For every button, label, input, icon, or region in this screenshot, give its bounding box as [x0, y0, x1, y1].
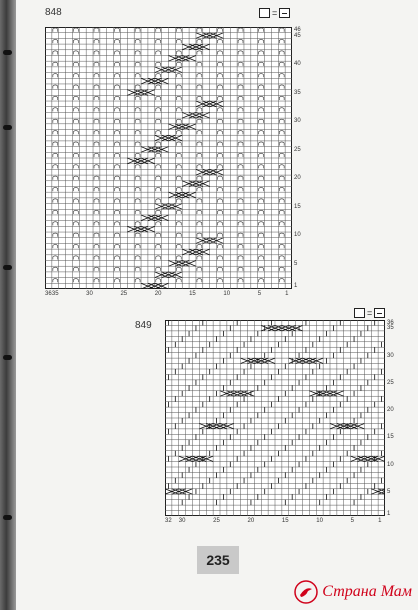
row-number: 5 [294, 260, 298, 267]
row-number: 30 [387, 352, 394, 359]
column-number: 5 [257, 291, 262, 297]
column-number: 15 [189, 291, 196, 297]
row-number: 10 [387, 461, 394, 468]
column-number: 20 [247, 518, 255, 524]
row-number: 46 [294, 27, 301, 33]
row-number: 30 [294, 118, 301, 125]
stork-logo-icon [294, 580, 318, 604]
chart-848-label: 848 [45, 7, 62, 18]
row-number: 10 [294, 232, 301, 239]
empty-square-icon [354, 308, 365, 318]
column-number: 20 [154, 291, 162, 297]
column-number: 15 [281, 518, 289, 524]
row-number: 25 [294, 146, 301, 153]
page-binding [0, 0, 16, 610]
chart-848-row-numbers [294, 27, 308, 289]
binding-hole [3, 50, 12, 55]
row-number: 35 [387, 325, 394, 332]
dash-square-icon [374, 308, 385, 318]
site-watermark [294, 580, 412, 604]
column-number: 30 [178, 518, 186, 524]
row-number: 35 [294, 89, 301, 96]
dash-square-icon [279, 8, 290, 18]
chart-848-grid [45, 27, 292, 289]
page-number: 235 [197, 546, 239, 574]
row-number: 25 [387, 379, 394, 386]
column-number: 10 [223, 291, 231, 297]
row-number: 20 [294, 175, 301, 182]
column-number: 5 [350, 518, 354, 524]
column-number: 36 [45, 291, 52, 297]
chart-849-key: = [354, 308, 385, 318]
column-number: 1 [285, 291, 289, 297]
binding-hole [3, 515, 12, 520]
chart-849-column-numbers [165, 518, 385, 526]
column-number: 25 [213, 518, 220, 524]
row-number: 1 [294, 283, 298, 290]
row-number: 45 [294, 32, 301, 39]
column-number: 30 [86, 291, 93, 297]
column-number: 1 [378, 518, 382, 524]
chart-849-grid [165, 320, 385, 516]
watermark-text: Страна Мам [322, 583, 412, 600]
row-number: 40 [294, 61, 301, 68]
row-number: 36 [387, 320, 394, 326]
column-number: 25 [120, 291, 128, 297]
binding-hole [3, 355, 12, 360]
chart-849-label: 849 [135, 320, 152, 331]
binding-hole [3, 265, 12, 270]
row-number: 15 [294, 203, 301, 210]
chart-849-row-numbers [387, 320, 401, 516]
binding-hole [3, 125, 12, 130]
row-number: 20 [387, 407, 394, 414]
chart-848-key: = [259, 8, 290, 18]
column-number: 32 [165, 518, 172, 524]
row-number: 1 [387, 510, 391, 517]
row-number: 15 [387, 434, 394, 441]
empty-square-icon [259, 8, 270, 18]
row-number: 5 [387, 488, 391, 495]
column-number: 10 [316, 518, 323, 524]
chart-848-column-numbers [45, 291, 292, 299]
column-number: 35 [51, 291, 59, 297]
